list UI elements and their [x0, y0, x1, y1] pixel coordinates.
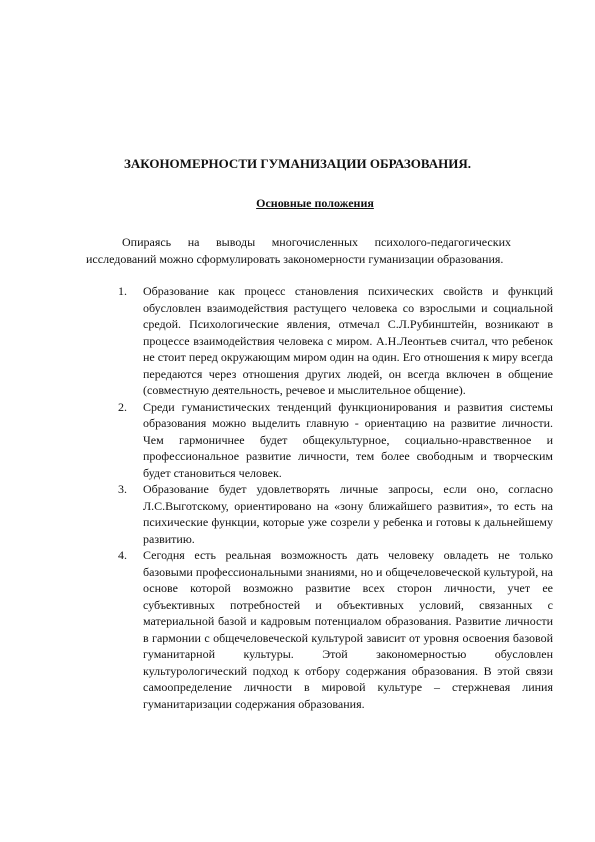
document-subtitle: Основные положения — [256, 196, 374, 210]
list-item-number: 3. — [118, 482, 127, 496]
list-item-text: Среди гуманистических тенденций функционирования и развития системы образования можно выделить главную - ориентацию на развитие личности. Чем гармоничнее будет общекультурное, социально-нравственное и профессиональное развитие личности, тем более свободным и творческим будет становиться человек. — [143, 399, 553, 480]
intro-paragraph: Опираясь на выводы многочисленных психолого-педагогических исследований можно сформулировать закономерности гуманизации образования. — [86, 235, 511, 266]
list-item-text: Сегодня есть реальная возможность дать человеку овладеть не только базовыми профессиональными знаниями, но и общечеловеческой культурой, на основе которой возможно развитие всех сторон личности, учет ее субъективных потребностей и объективных условий, связанных с материальной базой и кадровым потенциалом образования. Развитие личности в гармонии с общечеловеческой культурой зависит от уровня освоения базовой гуманитарной культуры. Этой закономерностью обусловлен культурологический подход к отбору содержания образования. В этой связи самоопределение личности в мировой культуре – стержневая линия гуманитаризации содержания образования. — [143, 548, 553, 711]
list-item-text: Образование как процесс становления психических свойств и функций обусловлен взаимодействия растущего человека со взрослыми и социальной средой. Психологические явления, отмечал С.Л.Рубинштейн, возникают в процессе взаимодействия человека с миром. А.Н.Леонтьев считал, что ребенок не стоит перед окружающим миром один на один. Его отношения к миру всегда передаются через отношения других людей, он всегда включен в общение (совместную деятельность, речевое и мыслительное общение). — [143, 284, 553, 397]
list-item-text: Образование будет удовлетворять личные запросы, если оно, согласно Л.С.Выготскому, ориентировано на «зону ближайшего развития», то есть на психические функции, которые уже созрели у ребенка и готовы к дальнейшему развитию. — [143, 482, 553, 546]
principles-list — [0, 283, 553, 712]
list-item — [118, 399, 553, 482]
list-item-number: 2. — [118, 399, 127, 414]
list-item-number: 1. — [118, 284, 127, 298]
list-item — [118, 481, 553, 547]
document-title: ЗАКОНОМЕРНОСТИ ГУМАНИЗАЦИИ ОБРАЗОВАНИЯ. — [123, 156, 472, 171]
list-item — [118, 547, 553, 712]
list-item-number: 4. — [118, 548, 127, 562]
list-item — [118, 283, 553, 399]
